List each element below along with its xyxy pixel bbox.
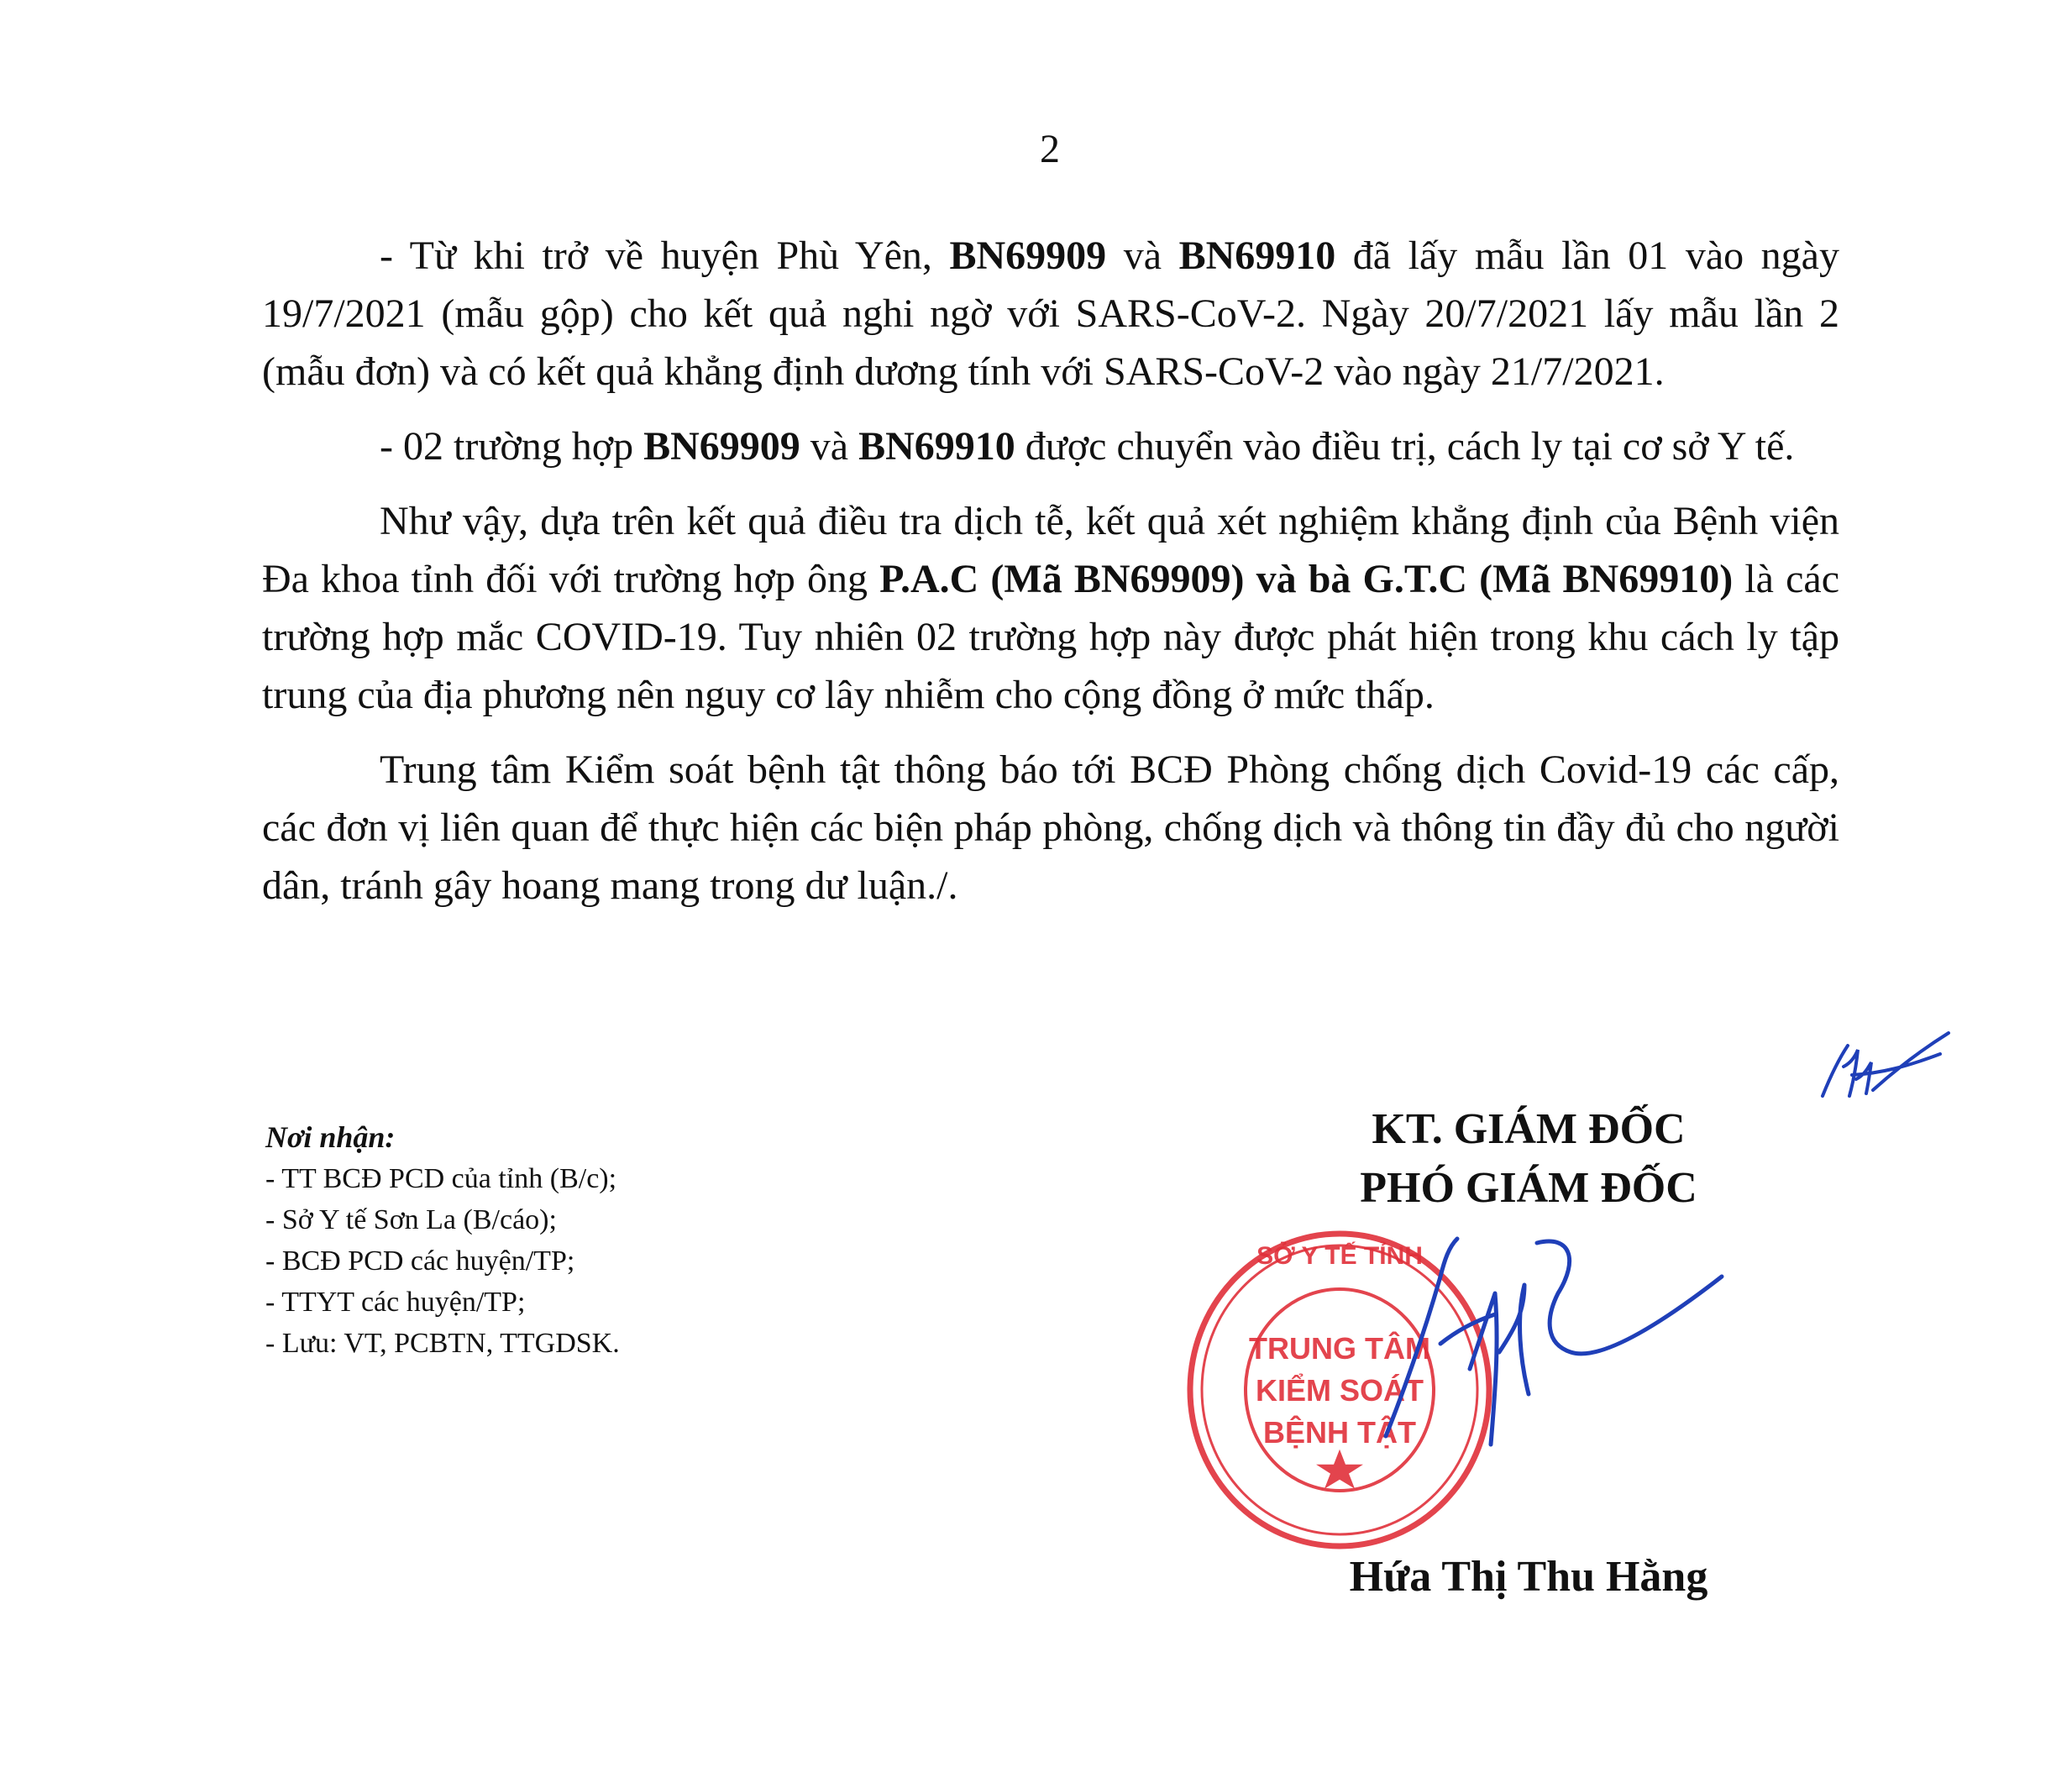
text-run: đã lấy mẫu lần 01 vào ngày 19/7/2021 (mẫu gộp) cho kết quả nghi ngờ với SARS-CoV-2. Ngày 20/7/2021 lấy mẫu lần 2 (mẫu đơn) và có kết quả khẳng định dương tính với SARS-CoV-2 vào ngày 21/7/2021. [262,233,1839,394]
paragraph [262,741,1839,915]
text-run: Trung tâm Kiểm soát bệnh tật thông báo tới BCĐ Phòng chống dịch Covid-19 các cấp, các đơn vị liên quan để thực hiện các biện pháp phòng, chống dịch và thông tin đầy đủ cho người dân, tránh gây hoang mang trong dư luận./. [262,747,1839,908]
text-run: - Từ khi trở về huyện Phù Yên, [380,233,950,278]
recipient-item: - Sở Y tế Sơn La (B/cáo); [265,1204,557,1235]
seal-center-line-2: KIỂM SOÁT [1255,1373,1424,1408]
signatory-title [1277,1100,1781,1218]
page-number: 2 [1040,127,1060,171]
signer-name: Hứa Thị Thu Hằng [1349,1553,1708,1601]
patient-code: BN69909 [643,424,800,469]
initials-signature [1772,1016,1957,1109]
handwritten-signature [1377,1226,1730,1478]
text-run: được chuyển vào điều trị, cách ly tại cơ sở Y tế. [1015,424,1795,469]
text-run: Như vậy, dựa trên kết quả điều tra dịch tễ, kết quả xét nghiệm khẳng định của Bệnh viện Đa khoa tỉnh đối với trường hợp ông [262,499,1839,601]
seal-ring-text: SỞ Y TẾ TỈNH [1256,1242,1423,1270]
recipients-title: Nơi nhận: [265,1120,396,1154]
seal-center-line-3: BỆNH TẬT [1263,1415,1416,1450]
text-run: - 02 trường hợp [380,424,644,469]
patient-code: BN69910 [858,424,1015,469]
recipients-block [265,1117,870,1364]
paragraph [262,492,1839,724]
patient-code: BN69910 [1178,233,1336,278]
recipient-item: - BCĐ PCD các huyện/TP; [265,1245,575,1277]
signatory-line-2: PHÓ GIÁM ĐỐC [1360,1164,1697,1212]
paragraph [262,417,1839,475]
text-run: và [800,424,859,469]
recipients-list [265,1158,870,1364]
paragraph [262,227,1839,401]
signatory-line-1: KT. GIÁM ĐỐC [1372,1105,1686,1153]
recipient-item: - Lưu: VT, PCBTN, TTGDSK. [265,1328,620,1359]
recipient-item: - TT BCĐ PCD của tỉnh (B/c); [265,1163,617,1194]
patient-names: P.A.C (Mã BN69909) và bà G.T.C (Mã BN69910) [879,557,1734,601]
text-run: và [1106,233,1179,278]
patient-code: BN69909 [949,233,1107,278]
text-run: là các trường hợp mắc COVID-19. Tuy nhiên 02 trường hợp này được phát hiện trong khu cách ly tập trung của địa phương nên nguy cơ lây nhiễm cho cộng đồng ở mức thấp. [262,557,1839,717]
recipient-item: - TTYT các huyện/TP; [265,1287,526,1318]
body-text [262,227,1839,931]
seal-center-line-1: TRUNG TÂM [1249,1331,1430,1366]
